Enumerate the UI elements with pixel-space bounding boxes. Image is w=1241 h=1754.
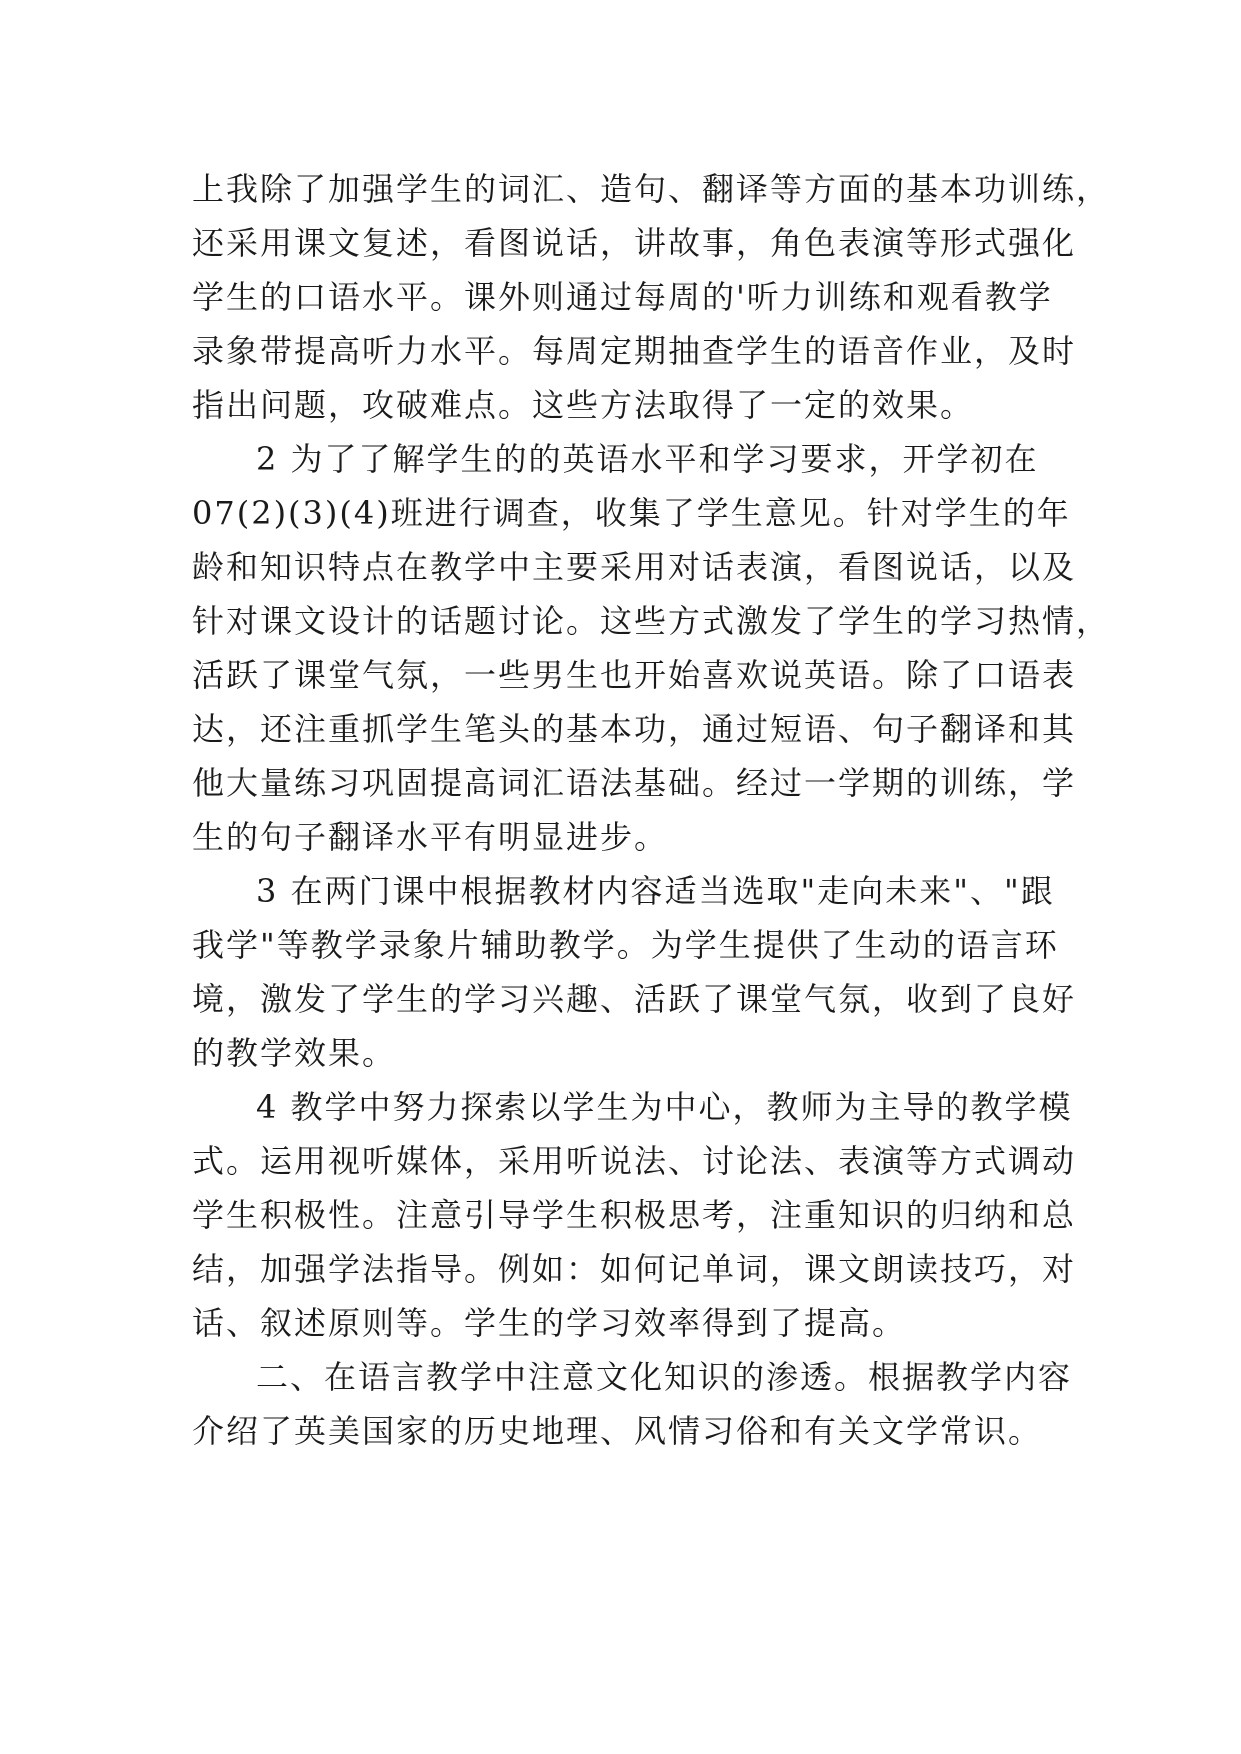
- text-line: 录象带提高听力水平。每周定期抽查学生的语音作业，及时: [192, 332, 1077, 370]
- text-line: 结，加强学法指导。例如：如何记单词，课文朗读技巧，对: [192, 1250, 1077, 1288]
- text-line: 指出问题，攻破难点。这些方法取得了一定的效果。: [192, 386, 975, 424]
- text-line: 话、叙述原则等。学生的学习效率得到了提高。: [192, 1304, 907, 1342]
- text-line: 学生的口语水平。课外则通过每周的'听力训练和观看教学: [192, 278, 1053, 316]
- text-line: 境，激发了学生的学习兴趣、活跃了课堂气氛，收到了良好: [192, 980, 1077, 1018]
- text-line: 学生积极性。注意引导学生积极思考，注重知识的归纳和总: [192, 1196, 1077, 1234]
- paragraph-start-line: 3 在两门课中根据教材内容适当选取"走向未来"、"跟: [256, 872, 1055, 910]
- text-line: 上我除了加强学生的词汇、造句、翻译等方面的基本功训练，: [192, 170, 1111, 208]
- text-line: 07(2)(3)(4)班进行调查，收集了学生意见。针对学生的年: [192, 494, 1071, 532]
- text-line: 式。运用视听媒体，采用听说法、讨论法、表演等方式调动: [192, 1142, 1077, 1180]
- body-text: [192, 162, 1111, 1458]
- text-line: 的教学效果。: [192, 1034, 397, 1072]
- text-line: 我学"等教学录象片辅助教学。为学生提供了生动的语言环: [192, 926, 1059, 964]
- paragraph-start-line: 二、在语言教学中注意文化知识的渗透。根据教学内容: [256, 1358, 1073, 1396]
- paragraph-start-line: 2 为了了解学生的的英语水平和学习要求，开学初在: [256, 440, 1039, 478]
- text-line: 介绍了英美国家的历史地理、风情习俗和有关文学常识。: [192, 1412, 1043, 1450]
- text-line: 生的句子翻译水平有明显进步。: [192, 818, 669, 856]
- text-line: 针对课文设计的话题讨论。这些方式激发了学生的学习热情，: [192, 602, 1111, 640]
- text-line: 龄和知识特点在教学中主要采用对话表演，看图说话，以及: [192, 548, 1077, 586]
- text-line: 达，还注重抓学生笔头的基本功，通过短语、句子翻译和其: [192, 710, 1077, 748]
- text-line: 他大量练习巩固提高词汇语法基础。经过一学期的训练，学: [192, 764, 1077, 802]
- text-line: 活跃了课堂气氛，一些男生也开始喜欢说英语。除了口语表: [192, 656, 1077, 694]
- text-line: 还采用课文复述，看图说话，讲故事，角色表演等形式强化: [192, 224, 1077, 262]
- paragraph-start-line: 4 教学中努力探索以学生为中心，教师为主导的教学模: [256, 1088, 1073, 1126]
